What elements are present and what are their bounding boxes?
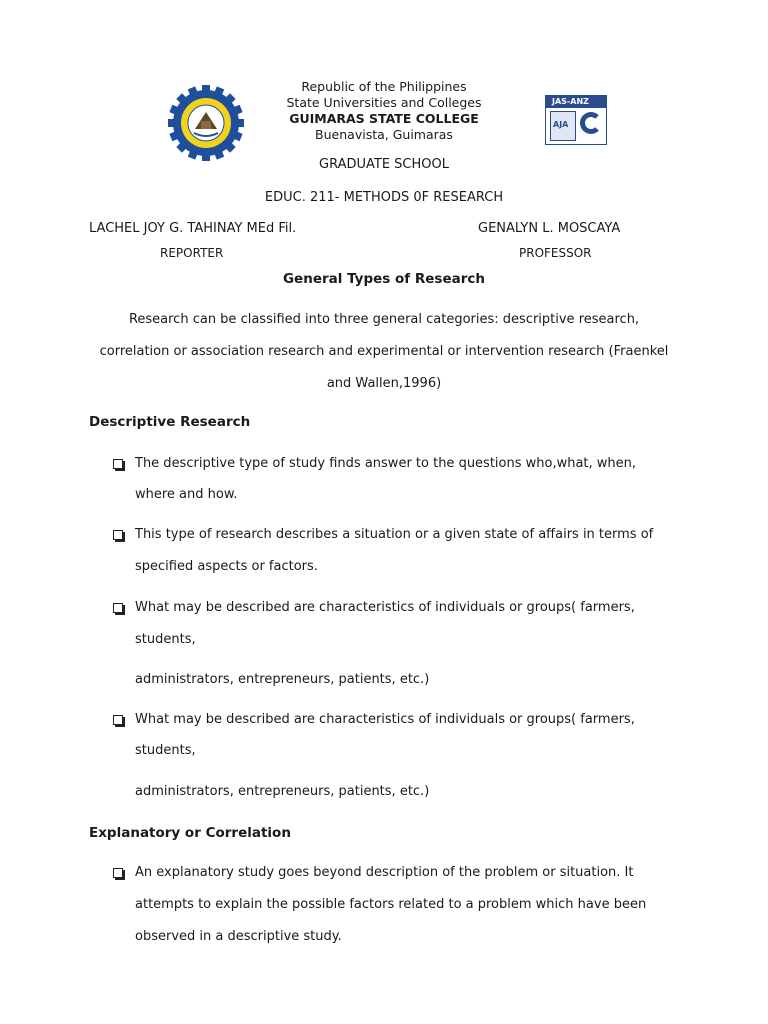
- checkbox-bullet-icon: [113, 459, 123, 469]
- descriptive-bullet-2-line-1: This type of research describes a situation or a given state of affairs in terms of: [135, 527, 654, 542]
- section-heading-explanatory: Explanatory or Correlation: [89, 825, 291, 841]
- descriptive-bullet-4-line-1: What may be described are characteristics of individuals or groups( farmers,: [135, 712, 635, 727]
- explanatory-bullet-1-line-1: An explanatory study goes beyond description of the problem or situation. It: [135, 865, 634, 880]
- checkbox-bullet-icon: [113, 715, 123, 725]
- reporter-role: REPORTER: [160, 246, 224, 260]
- section-heading-descriptive: Descriptive Research: [89, 414, 251, 430]
- descriptive-bullet-2-line-2: specified aspects or factors.: [135, 559, 318, 574]
- graduate-school-label: GRADUATE SCHOOL: [319, 157, 449, 172]
- course-title: EDUC. 211- METHODS 0F RESEARCH: [264, 190, 504, 205]
- cert-mark-label: AJA: [553, 120, 569, 129]
- reporter-name: LACHEL JOY G. TAHINAY MEd Fil.: [89, 221, 297, 236]
- page-title: General Types of Research: [282, 271, 486, 287]
- explanatory-bullet-1-line-2: attempts to explain the possible factors related to a problem which have been: [135, 897, 647, 912]
- descriptive-bullet-1-line-2: where and how.: [135, 487, 238, 502]
- descriptive-bullet-1-line-1: The descriptive type of study finds answer to the questions who,what, when,: [135, 456, 637, 471]
- checkbox-bullet-icon: [113, 603, 123, 613]
- checkbox-bullet-icon: [113, 868, 123, 878]
- intro-line-3: and Wallen,1996): [326, 376, 442, 391]
- intro-line-1: Research can be classified into three general categories: descriptive research,: [128, 312, 640, 327]
- header-republic: Republic of the Philippines: [301, 79, 467, 94]
- descriptive-bullet-3-line-2: students,: [135, 632, 196, 647]
- descriptive-bullet-3-line-1: What may be described are characteristics of individuals or groups( farmers,: [135, 600, 635, 615]
- descriptive-bullet-4-line-2: students,: [135, 743, 196, 758]
- header-location: Buenavista, Guimaras: [315, 127, 453, 142]
- professor-name: GENALYN L. MOSCAYA: [478, 221, 621, 236]
- cert-top-label: JAS-ANZ: [552, 97, 589, 106]
- descriptive-bullet-4-line-3: administrators, entrepreneurs, patients, etc.): [135, 784, 430, 799]
- intro-line-2: correlation or association research and experimental or intervention research (Fraenkel: [99, 344, 669, 359]
- header-college-name: GUIMARAS STATE COLLEGE: [289, 111, 479, 126]
- descriptive-bullet-3-line-3: administrators, entrepreneurs, patients, etc.): [135, 672, 430, 687]
- explanatory-bullet-1-line-3: observed in a descriptive study.: [135, 929, 342, 944]
- checkbox-bullet-icon: [113, 530, 123, 540]
- professor-role: PROFESSOR: [519, 246, 592, 260]
- header-state-universities: State Universities and Colleges: [286, 95, 482, 110]
